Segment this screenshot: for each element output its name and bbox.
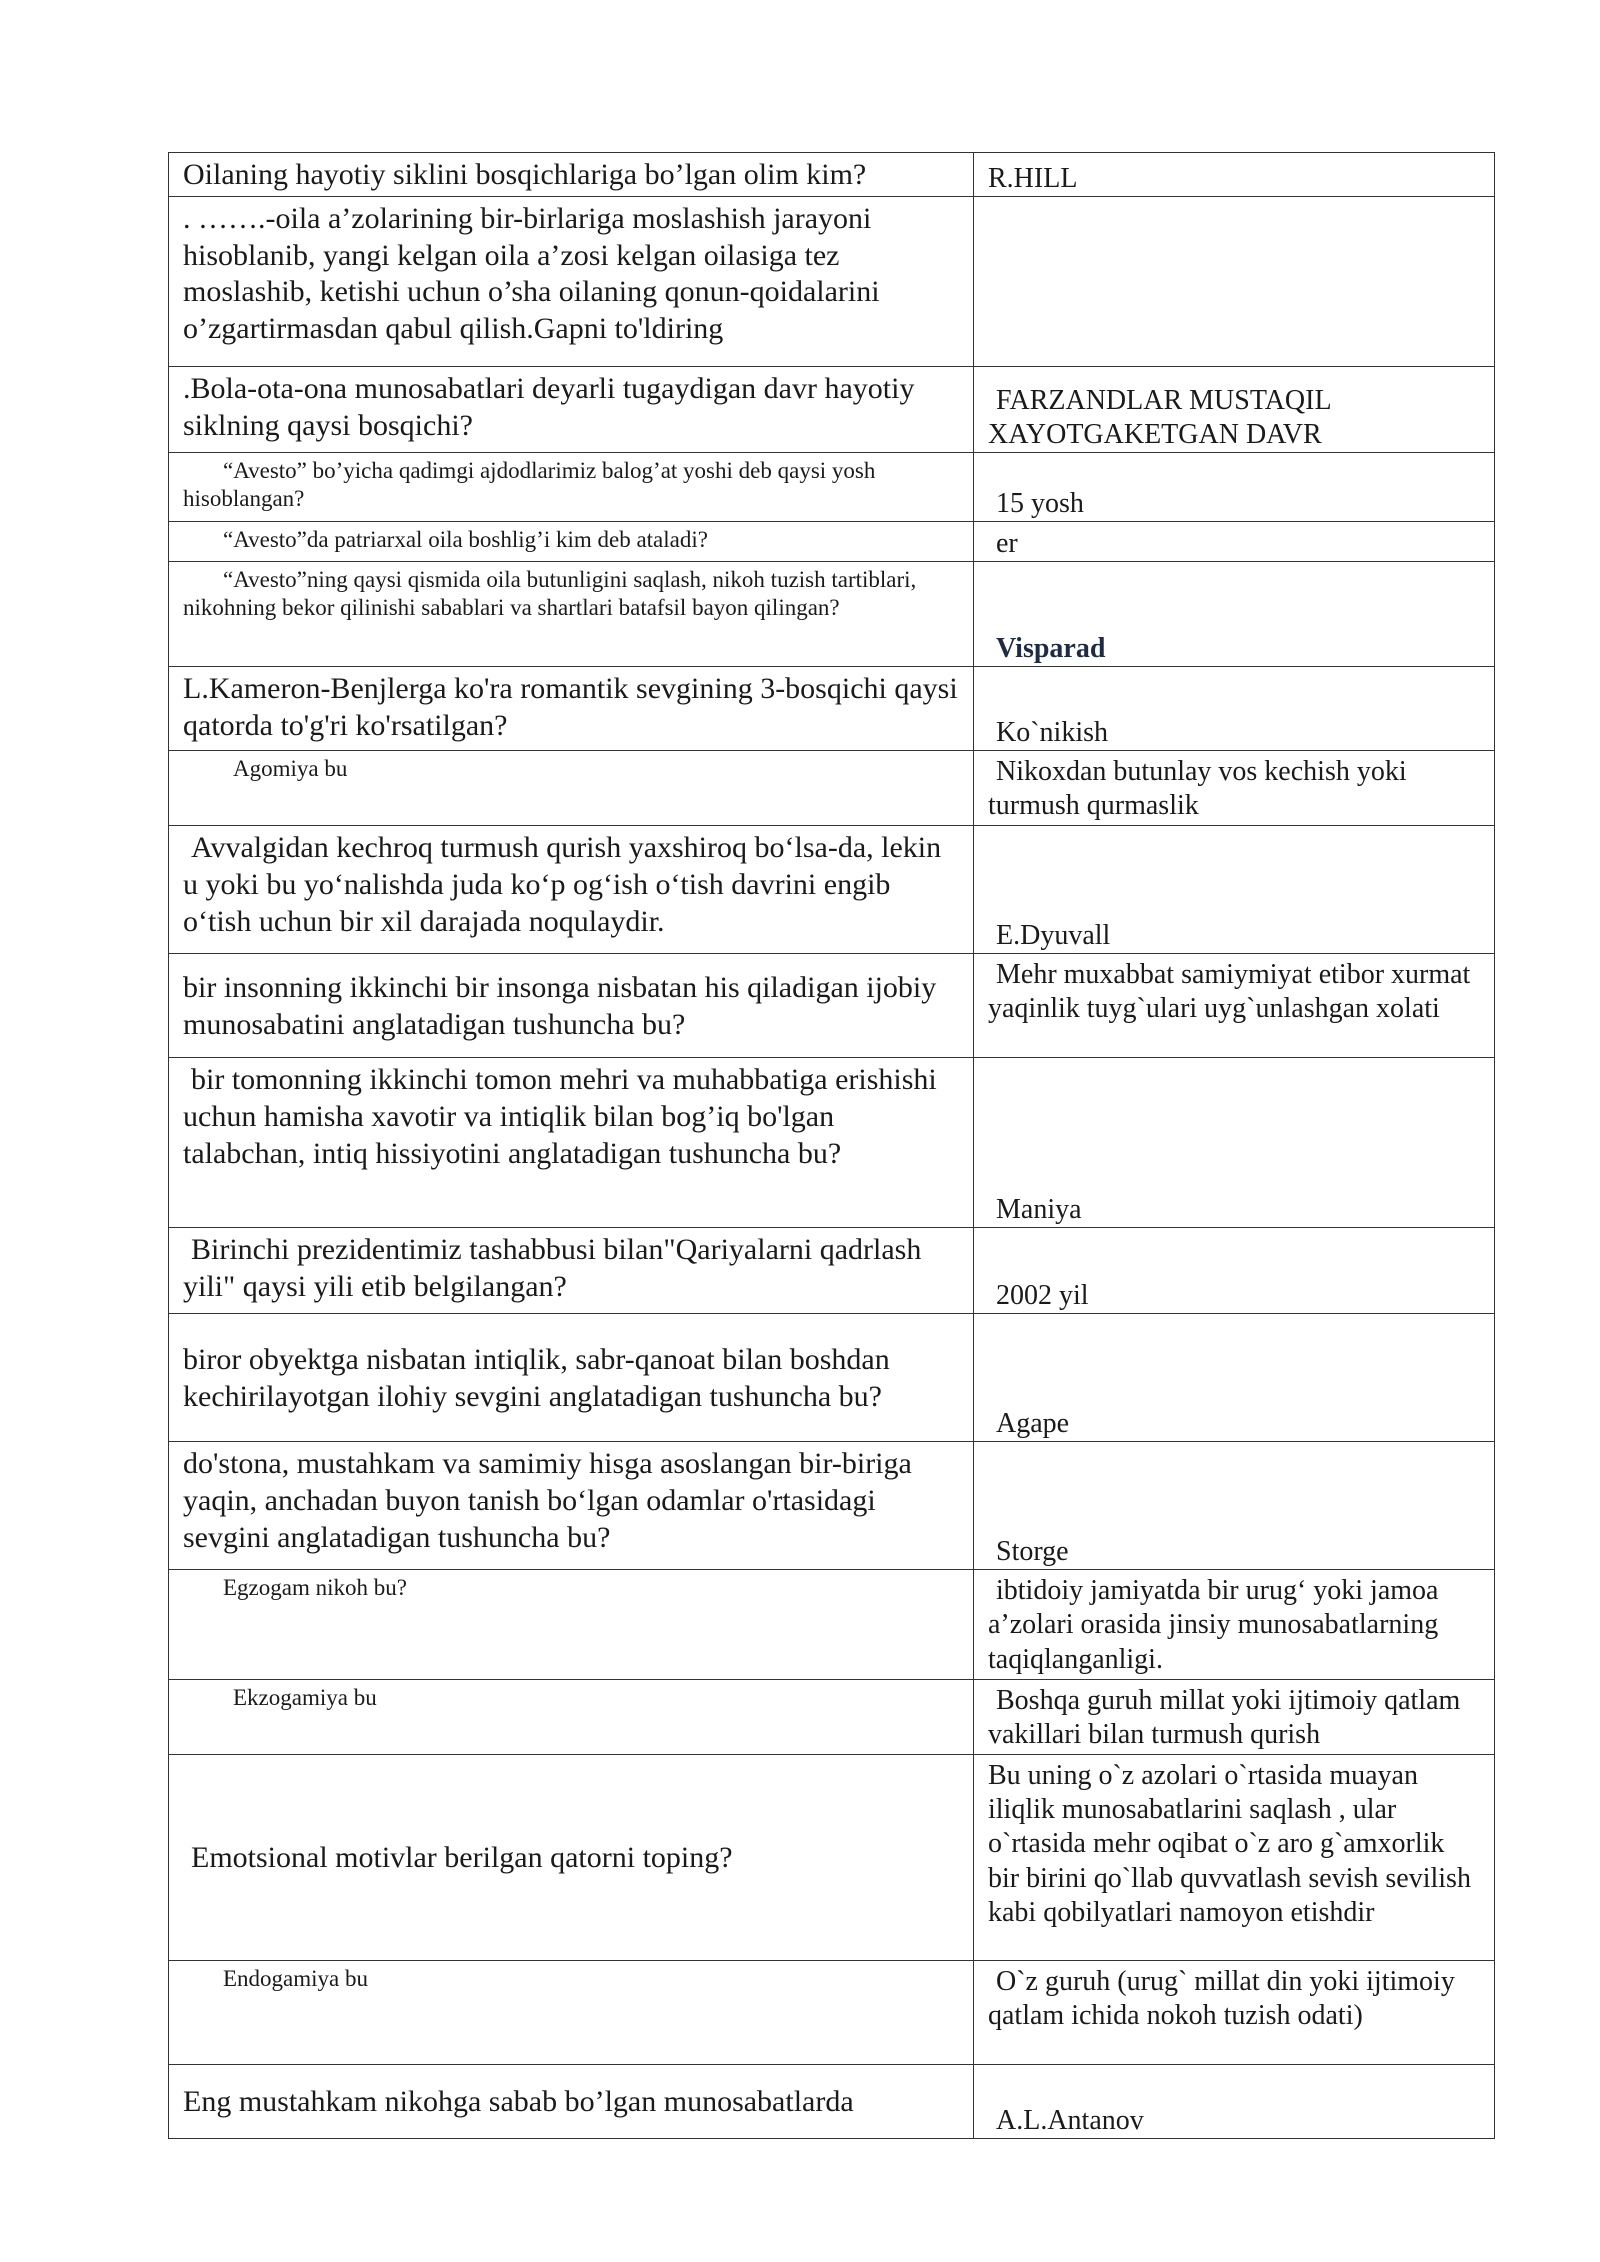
- answer-text: Bu uning o`z azolari o`rtasida muayan iliqlik munosabatlarini saqlash , ular o`rtasida mehr oqibat o`z aro g`amxorlik bir birini qo`llab quvvatlash sevish sevilish kabi qobilyatlari namoyon etishdir: [988, 1760, 1471, 1928]
- answer-cell: [974, 751, 1495, 826]
- question-cell: [169, 1442, 974, 1570]
- question-text: “Avesto”da patriarxal oila boshlig’i kim deb ataladi?: [223, 527, 708, 552]
- question-text: Birinchi prezidentimiz tashabbusi bilan"Qariyalarni qadrlash yili" qaysi yili etib belgilangan?: [183, 1233, 922, 1303]
- answer-text: 15 yosh: [996, 487, 1084, 519]
- answer-cell: [974, 2065, 1495, 2139]
- answer-cell: [974, 1570, 1495, 1679]
- question-cell: [169, 1679, 974, 1754]
- answer-cell: [974, 153, 1495, 197]
- question-cell: [169, 1228, 974, 1314]
- table-row: [169, 197, 1495, 367]
- question-text: bir insonning ikkinchi bir insonga nisbatan his qiladigan ijobiy munosabatini anglatadigan tushuncha bu?: [183, 971, 937, 1041]
- table-row: [169, 1679, 1495, 1754]
- answer-cell: [974, 1314, 1495, 1442]
- question-text: do'stona, mustahkam va samimiy hisga asoslangan bir-biriga yaqin, anchadan buyon tanish bo‘lgan odamlar o'rtasidagi sevgini anglatadigan tushuncha bu?: [183, 1447, 912, 1554]
- question-cell: [169, 367, 974, 453]
- answer-text: Ko`nikish: [996, 716, 1108, 748]
- table-row: [169, 2065, 1495, 2139]
- question-cell: [169, 197, 974, 367]
- question-text: Oilaning hayotiy siklini bosqichlariga bo’lgan olim kim?: [183, 158, 867, 191]
- table-row: [169, 1961, 1495, 2065]
- question-cell: [169, 1570, 974, 1679]
- answer-text: Boshqa guruh millat yoki ijtimoiy qatlam vakillari bilan turmush qurish: [988, 1684, 1461, 1750]
- question-cell: [169, 522, 974, 562]
- table-row: [169, 1314, 1495, 1442]
- question-cell: [169, 153, 974, 197]
- table-row: [169, 1442, 1495, 1570]
- answer-cell: [974, 522, 1495, 562]
- question-cell: [169, 562, 974, 667]
- answer-cell: [974, 1961, 1495, 2065]
- table-row: [169, 153, 1495, 197]
- question-text: . …….-oila a’zolarining bir-birlariga moslashish jarayoni hisoblanib, yangi kelgan oila a’zosi kelgan oilasiga tez moslashib, ketishi uchun o’sha oilaning qonun-qoidalarini o’zgartirmasdan qabul qilish.Gapni to'ldiring: [183, 202, 880, 345]
- table-row: [169, 367, 1495, 453]
- question-cell: [169, 954, 974, 1058]
- table-row: [169, 954, 1495, 1058]
- question-text: Eng mustahkam nikohga sabab bo’lgan munosabatlarda: [183, 2085, 854, 2119]
- question-text: Emotsional motivlar berilgan qatorni toping?: [191, 1841, 733, 1875]
- answer-cell: [974, 1442, 1495, 1570]
- table-row: [169, 1755, 1495, 1961]
- question-cell: [169, 1755, 974, 1961]
- question-cell: [169, 2065, 974, 2139]
- question-cell: [169, 826, 974, 954]
- answer-cell: [974, 826, 1495, 954]
- answer-text: Maniya: [996, 1194, 1082, 1226]
- answer-cell: [974, 667, 1495, 751]
- answer-cell: [974, 453, 1495, 522]
- qa-table: [168, 152, 1495, 2139]
- table-row: [169, 667, 1495, 751]
- answer-cell: [974, 1755, 1495, 1961]
- question-text: Agomiya bu: [233, 756, 348, 781]
- question-text: “Avesto” bo’yicha qadimgi ajdodlarimiz balog’at yoshi deb qaysi yosh hisoblangan?: [183, 458, 876, 512]
- question-text: Endogamiya bu: [223, 1966, 368, 1992]
- table-row: [169, 751, 1495, 826]
- question-text: Egzogam nikoh bu?: [223, 1575, 407, 1601]
- answer-cell: [974, 954, 1495, 1058]
- table-row: [169, 826, 1495, 954]
- question-cell: [169, 1058, 974, 1228]
- question-cell: [169, 1314, 974, 1442]
- answer-text: Visparad: [996, 632, 1106, 664]
- answer-cell: [974, 562, 1495, 667]
- answer-text: O`z guruh (urug` millat din yoki ijtimoiy qatlam ichida nokoh tuzish odati): [988, 1966, 1455, 2032]
- question-cell: [169, 1961, 974, 2065]
- answer-text: FARZANDLAR MUSTAQIL XAYOTGAKETGAN DAVR: [988, 384, 1331, 450]
- table-row: [169, 1570, 1495, 1679]
- table-row: [169, 562, 1495, 667]
- question-text: Avvalgidan kechroq turmush qurish yaxshiroq bo‘lsa-da, lekin u yoki bu yo‘nalishda juda ko‘p og‘ish o‘tish davrini engib o‘tish uchun bir xil darajada noqulaydir.: [183, 831, 942, 938]
- table-row: [169, 522, 1495, 562]
- answer-text: E.Dyuvall: [996, 920, 1111, 952]
- question-text: Ekzogamiya bu: [233, 1684, 377, 1710]
- answer-text: Nikoxdan butunlay vos kechish yoki turmush qurmaslik: [988, 756, 1407, 822]
- answer-text: Mehr muxabbat samiymiyat etibor xurmat yaqinlik tuyg`ulari uyg`unlashgan xolati: [988, 959, 1471, 1025]
- answer-cell: [974, 1058, 1495, 1228]
- answer-text: R.HILL: [988, 162, 1078, 194]
- answer-cell: [974, 367, 1495, 453]
- answer-text: Storge: [996, 1536, 1069, 1568]
- question-text: .Bola-ota-ona munosabatlari deyarli tugaydigan davr hayotiy siklning qaysi bosqichi?: [183, 372, 915, 442]
- question-text: L.Kameron-Benjlerga ko'ra romantik sevgining 3-bosqichi qaysi qatorda to'g'ri ko'rsatilgan?: [183, 672, 958, 742]
- table-row: [169, 453, 1495, 522]
- table-row: [169, 1228, 1495, 1314]
- answer-text: A.L.Antanov: [996, 2104, 1144, 2136]
- question-cell: [169, 667, 974, 751]
- answer-cell: [974, 197, 1495, 367]
- answer-cell: [974, 1228, 1495, 1314]
- question-text: biror obyektga nisbatan intiqlik, sabr-qanoat bilan boshdan kechirilayotgan ilohiy sevgini anglatadigan tushuncha bu?: [183, 1343, 890, 1413]
- answer-text: ibtidoiy jamiyatda bir urug‘ yoki jamoa a’zolari orasida jinsiy munosabatlarning taqiqlanganligi.: [988, 1575, 1439, 1675]
- question-cell: [169, 453, 974, 522]
- answer-cell: [974, 1679, 1495, 1754]
- answer-text: 2002 yil: [996, 1280, 1089, 1312]
- question-text: bir tomonning ikkinchi tomon mehri va muhabbatiga erishishi uchun hamisha xavotir va intiqlik bilan bog’iq bo'lgan talabchan, intiq hissiyotini anglatadigan tushuncha bu?: [183, 1063, 937, 1170]
- answer-text: Agape: [996, 1408, 1070, 1440]
- question-text: “Avesto”ning qaysi qismida oila butunligini saqlash, nikoh tuzish tartiblari, nikohning bekor qilinishi sabablari va shartlari batafsil bayon qilingan?: [183, 567, 917, 621]
- table-row: [169, 1058, 1495, 1228]
- question-cell: [169, 751, 974, 826]
- answer-text: er: [996, 527, 1018, 559]
